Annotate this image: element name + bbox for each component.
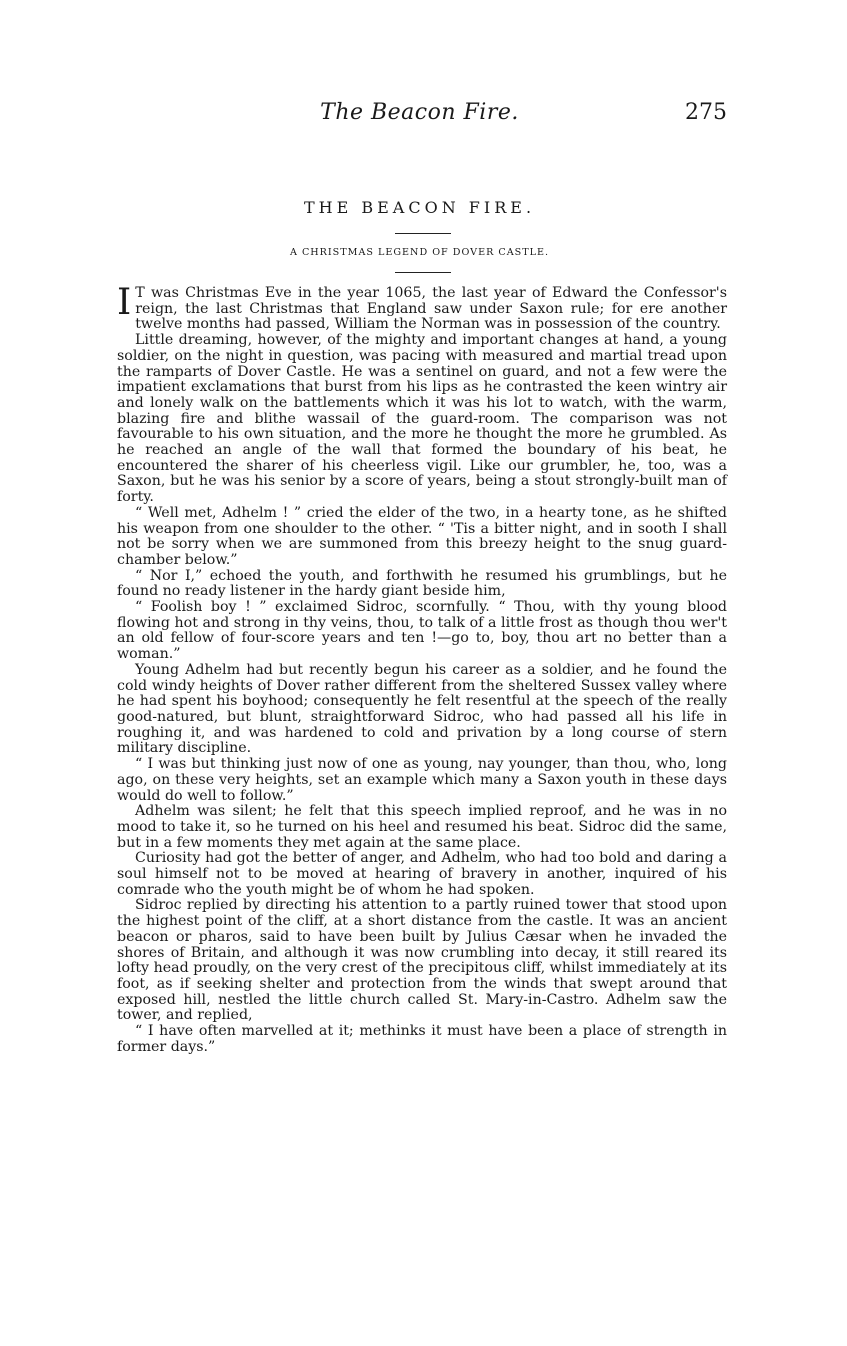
paragraph: “ I was but thinking just now of one as young, nay younger, than thou, who, long ago, on these very heights, set an example which many a Saxon youth in these days would do well to follow.” <box>117 756 727 804</box>
paragraph: “ Nor I,” echoed the youth, and forthwith he resumed his grumblings, but he found no ready listener in the hardy giant beside him, <box>117 567 727 600</box>
subtitle-divider <box>395 272 451 273</box>
drop-cap: I <box>117 282 132 323</box>
paragraph: Sidroc replied by directing his attention to a partly ruined tower that stood upon the highest point of the cliff, at a short distance from the castle. It was an ancient beacon or pharos, said to have been built by Julius Cæsar when he invaded the shores of Britain, and although it was now crumbling into decay, it still reared its lofty head proudly, on the very crest of the precipitous cliff, whilst immediately at its foot, as if seeking shelter and protection from the winds that swept around that exposed hill, nestled the little church called St. Mary-in-Castro. Adhelm saw the tower, and replied, <box>117 897 727 1024</box>
paragraph: Young Adhelm had but recently begun his career as a soldier, and he found the cold windy heights of Dover rather different from the sheltered Sussex valley where he had spent his boyhood; consequently he felt resentful at the speech of the really good-natured, but blunt, straightforward Sidroc, who had passed all his life in roughing it, and was hardened to cold and privation by a long course of stern military discipline. <box>117 661 727 757</box>
running-title: The Beacon Fire. <box>320 100 519 125</box>
page-number: 275 <box>685 100 727 125</box>
article-title: THE BEACON FIRE. <box>303 198 536 217</box>
paragraph: Curiosity had got the better of anger, and Adhelm, who had too bold and daring a soul himself not to be moved at hearing of bravery in another, inquired of his comrade who the youth might be of whom he had spoken. <box>117 850 727 898</box>
article-body <box>117 282 727 1055</box>
article-subtitle: A CHRISTMAS LEGEND OF DOVER CASTLE. <box>289 247 550 258</box>
title-divider <box>395 233 451 234</box>
paragraph: Little dreaming, however, of the mighty and important changes at hand, a young soldier, on the night in question, was pacing with measured and martial tread upon the ramparts of Dover Castle. He was a sentinel on guard, and not a few were the impatient exclamations that burst from his lips as he contrasted the keen wintry air and lonely walk on the battlements which it was his lot to watch, with the warm, blazing fire and blithe wassail of the guard-room. The comparison was not favourable to his own situation, and the more he thought the more he grumbled. As he reached an angle of the wall that formed the boundary of his beat, he encountered the sharer of his cheerless vigil. Like our grumbler, he, too, was a Saxon, but he was his senior by a score of years, being a stout strongly-built man of forty. <box>117 332 727 506</box>
paragraph: “ I have often marvelled at it; methinks it must have been a place of strength in former days.” <box>117 1023 727 1055</box>
paragraph-text: T was Christmas Eve in the year 1065, the last year of Edward the Confessor's reign, the last Christmas that England saw under Saxon rule; for ere another twelve months had passed, William the Norman was in possession of the country. <box>135 285 727 333</box>
paragraph: Adhelm was silent; he felt that this speech implied reproof, and he was in no mood to take it, so he turned on his heel and resumed his beat. Sidroc did the same, but in a few moments they met again at the same place. <box>117 803 727 851</box>
paragraph: “ Well met, Adhelm ! ” cried the elder of the two, in a hearty tone, as he shifted his weapon from one shoulder to the other. “ 'Tis a bitter night, and in sooth I shall not be sorry when we are summoned from this breezy height to the snug guard-chamber below.” <box>117 504 727 568</box>
running-head <box>112 100 727 130</box>
paragraph <box>117 282 727 333</box>
paragraph: “ Foolish boy ! ” exclaimed Sidroc, scornfully. “ Thou, with thy young blood flowing hot and strong in thy veins, thou, to talk of a little frost as though thou wer't an old fellow of four-score years and ten !—go to, boy, thou art no better than a woman.” <box>117 599 727 663</box>
